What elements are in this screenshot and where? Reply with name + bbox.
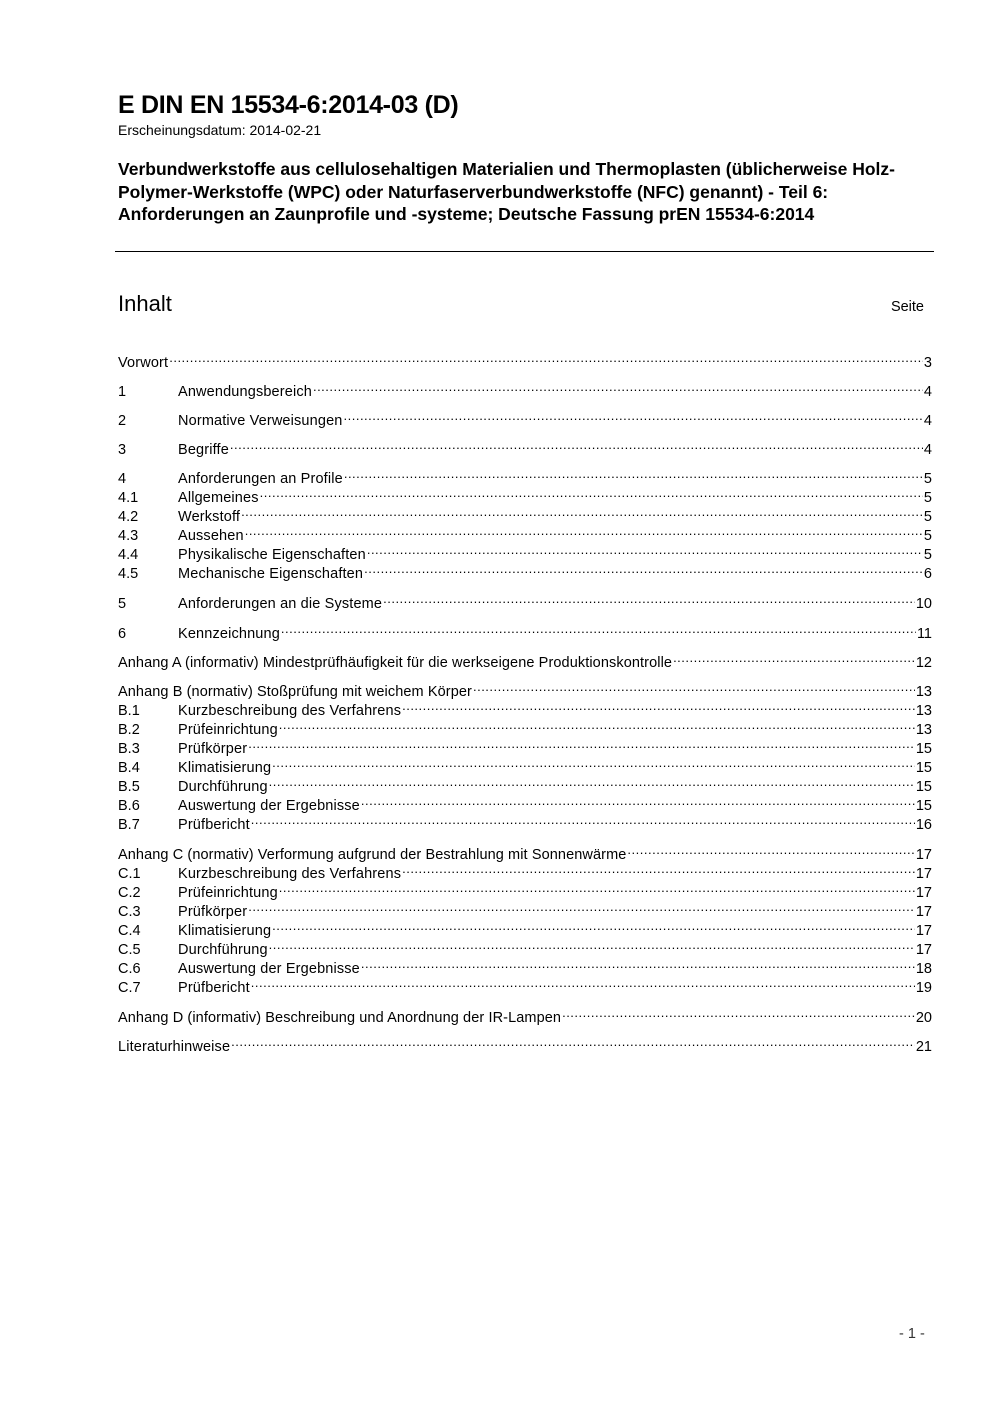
toc-entry[interactable] [118,377,932,400]
toc-entry-title: Literaturhinweise [118,1039,231,1055]
toc-entry-number: 4.3 [118,528,139,544]
toc-entry-title: Prüfbericht [178,980,250,996]
publication-date: Erscheinungsdatum: 2014-02-21 [118,122,322,138]
toc-entry-number: 2 [118,413,127,429]
toc-entry-page: 5 [923,547,932,563]
toc-dot-leader [344,464,923,483]
toc-entry-number: C.7 [118,980,141,996]
toc-entry-title: Mechanische Eigenschaften [178,566,364,582]
toc-entry[interactable] [118,916,932,939]
toc-entry-title: Vorwort [118,355,169,371]
toc-dot-leader [269,935,915,954]
header-divider [115,251,934,252]
toc-entry-page: 13 [915,722,932,738]
toc-entry-page: 15 [915,760,932,776]
toc-entry-number: 4 [118,471,127,487]
toc-entry-number: 4.1 [118,490,139,506]
toc-entry-number: B.5 [118,779,140,795]
toc-entry-title: Anhang B (normativ) Stoßprüfung mit weichem Körper [118,684,472,700]
document-title: E DIN EN 15534-6:2014-03 (D) [118,91,459,119]
toc-entry-number: 6 [118,626,127,642]
toc-entry-number: 5 [118,596,127,612]
toc-entry-title: Auswertung der Ergebnisse [178,798,360,814]
toc-dot-leader [364,559,923,578]
toc-dot-leader [231,1032,915,1051]
toc-dot-leader [248,897,915,916]
toc-dot-leader [248,734,915,753]
toc-entry-page: 15 [915,798,932,814]
toc-entry-page: 17 [915,942,932,958]
toc-entry[interactable] [118,521,932,544]
toc-entry[interactable] [118,715,932,738]
toc-entry[interactable] [118,696,932,719]
toc-entry-number: B.4 [118,760,140,776]
toc-entry-title: Prüfeinrichtung [178,885,278,901]
toc-entry-number: C.5 [118,942,141,958]
toc-dot-leader [344,406,923,425]
toc-entry-title: Klimatisierung [178,760,272,776]
toc-entry[interactable] [118,502,932,525]
toc-entry-page: 3 [923,355,932,371]
toc-entry-page: 21 [915,1039,932,1055]
toc-entry[interactable] [118,1003,932,1026]
toc-entry-page: 13 [915,703,932,719]
toc-entry[interactable] [118,435,932,458]
toc-dot-leader [251,973,915,992]
toc-entry-title: Aussehen [178,528,244,544]
toc-entry-page: 5 [923,471,932,487]
toc-entry[interactable] [118,464,932,487]
toc-entry-page: 17 [915,847,932,863]
toc-entry[interactable] [118,840,932,863]
toc-page-column-label: Seite [890,299,924,315]
toc-entry-page: 11 [916,626,932,642]
toc-entry-page: 4 [923,384,932,400]
toc-entry-number: B.6 [118,798,140,814]
toc-entry-title: Prüfeinrichtung [178,722,278,738]
toc-entry-page: 6 [923,566,932,582]
toc-dot-leader [402,859,915,878]
toc-entry[interactable] [118,589,932,612]
toc-entry[interactable] [118,753,932,776]
toc-dot-leader [272,916,915,935]
toc-dot-leader [383,589,915,608]
toc-dot-leader [251,810,915,829]
toc-entry-title: Durchführung [178,779,268,795]
toc-entry-page: 5 [923,528,932,544]
toc-entry-number: 1 [118,384,127,400]
toc-entry-title: Anhang C (normativ) Verformung aufgrund der Bestrahlung mit Sonnenwärme [118,847,627,863]
toc-dot-leader [361,791,915,810]
toc-entry-title: Anhang D (informativ) Beschreibung und Anordnung der IR-Lampen [118,1010,562,1026]
toc-entry-title: Werkstoff [178,509,241,525]
toc-entry[interactable] [118,973,932,996]
toc-dot-leader [245,521,923,540]
toc-entry[interactable] [118,1032,932,1055]
toc-entry[interactable] [118,791,932,814]
toc-entry-page: 5 [923,509,932,525]
toc-entry-page: 4 [923,442,932,458]
toc-dot-leader [279,715,915,734]
toc-entry-title: Durchführung [178,942,268,958]
toc-entry-number: 3 [118,442,127,458]
toc-entry-number: B.7 [118,817,140,833]
toc-entry-page: 17 [915,885,932,901]
toc-entry[interactable] [118,810,932,833]
toc-dot-leader [402,696,915,715]
toc-entry-title: Anforderungen an Profile [178,471,343,487]
toc-entry-page: 4 [923,413,932,429]
toc-entry[interactable] [118,677,932,700]
toc-entry-number: 4.5 [118,566,139,582]
toc-entry[interactable] [118,897,932,920]
toc-dot-leader [361,954,915,973]
toc-entry[interactable] [118,559,932,582]
toc-dot-leader [562,1003,915,1022]
toc-entry[interactable] [118,954,932,977]
toc-entry-number: 4.4 [118,547,139,563]
toc-dot-leader [673,648,915,667]
page-number: - 1 - [899,1326,925,1342]
toc-entry[interactable] [118,406,932,429]
toc-entry-number: C.3 [118,904,141,920]
toc-entry-title: Anwendungsbereich [178,384,312,400]
toc-entry-title: Kurzbeschreibung des Verfahrens [178,703,402,719]
toc-dot-leader [230,435,923,454]
toc-dot-leader [281,619,916,638]
toc-dot-leader [269,772,915,791]
toc-entry-title: Allgemeines [178,490,259,506]
toc-entry-number: B.1 [118,703,140,719]
toc-entry-number: C.1 [118,866,141,882]
toc-entry[interactable] [118,772,932,795]
toc-entry[interactable] [118,540,932,563]
toc-entry-page: 5 [923,490,932,506]
toc-entry-page: 17 [915,866,932,882]
toc-entry-title: Normative Verweisungen [178,413,343,429]
toc-dot-leader [279,878,915,897]
toc-entry-title: Prüfkörper [178,741,248,757]
toc-entry-number: C.4 [118,923,141,939]
toc-dot-leader [367,540,923,559]
toc-entry-number: B.3 [118,741,140,757]
toc-entry-title: Anforderungen an die Systeme [178,596,383,612]
toc-entry-page: 13 [915,684,932,700]
toc-entry-page: 12 [915,655,932,671]
toc-dot-leader [260,483,923,502]
toc-dot-leader [169,348,923,367]
toc-entry[interactable] [118,483,932,506]
toc-dot-leader [473,677,915,696]
toc-entry-number: C.6 [118,961,141,977]
toc-entry[interactable] [118,859,932,882]
toc-entry[interactable] [118,734,932,757]
toc-entry-number: C.2 [118,885,141,901]
toc-entry-number: 4.2 [118,509,139,525]
toc-entry-page: 10 [915,596,932,612]
toc-dot-leader [272,753,915,772]
document-subtitle: Verbundwerkstoffe aus cellulosehaltigen Materialien und Thermoplasten (üblicherweise Holz-Polymer-Werkstoffe (WPC) oder Naturfaserverbundwerkstoffe (NFC) genannt) - Teil 6: Anforderungen an Zaunprofile und -systeme; Deutsche Fassung prEN 15534-6:2014 [118,159,895,224]
toc-entry-title: Prüfkörper [178,904,248,920]
toc-dot-leader [241,502,923,521]
toc-entry-page: 18 [915,961,932,977]
toc-entry-page: 17 [915,923,932,939]
toc-entry-title: Anhang A (informativ) Mindestprüfhäufigkeit für die werkseigene Produktionskontrolle [118,655,673,671]
toc-entry[interactable] [118,935,932,958]
toc-entry-page: 16 [915,817,932,833]
toc-entry[interactable] [118,348,932,371]
toc-entry-page: 15 [915,741,932,757]
toc-entry-page: 15 [915,779,932,795]
toc-entry-page: 20 [915,1010,932,1026]
toc-heading: Inhalt [118,291,172,316]
toc-entry[interactable] [118,878,932,901]
toc-entry-title: Prüfbericht [178,817,250,833]
toc-entry-number: B.2 [118,722,140,738]
toc-entry-title: Kurzbeschreibung des Verfahrens [178,866,402,882]
toc-entry-page: 17 [915,904,932,920]
toc-entry[interactable] [118,648,932,671]
toc-dot-leader [627,840,914,859]
toc-dot-leader [313,377,923,396]
toc-entry-title: Begriffe [178,442,229,458]
toc-entry-title: Physikalische Eigenschaften [178,547,366,563]
toc-entry[interactable] [118,619,932,642]
toc-entry-title: Klimatisierung [178,923,272,939]
toc-entry-title: Kennzeichnung [178,626,280,642]
toc-entry-page: 19 [915,980,932,996]
toc-entry-title: Auswertung der Ergebnisse [178,961,360,977]
